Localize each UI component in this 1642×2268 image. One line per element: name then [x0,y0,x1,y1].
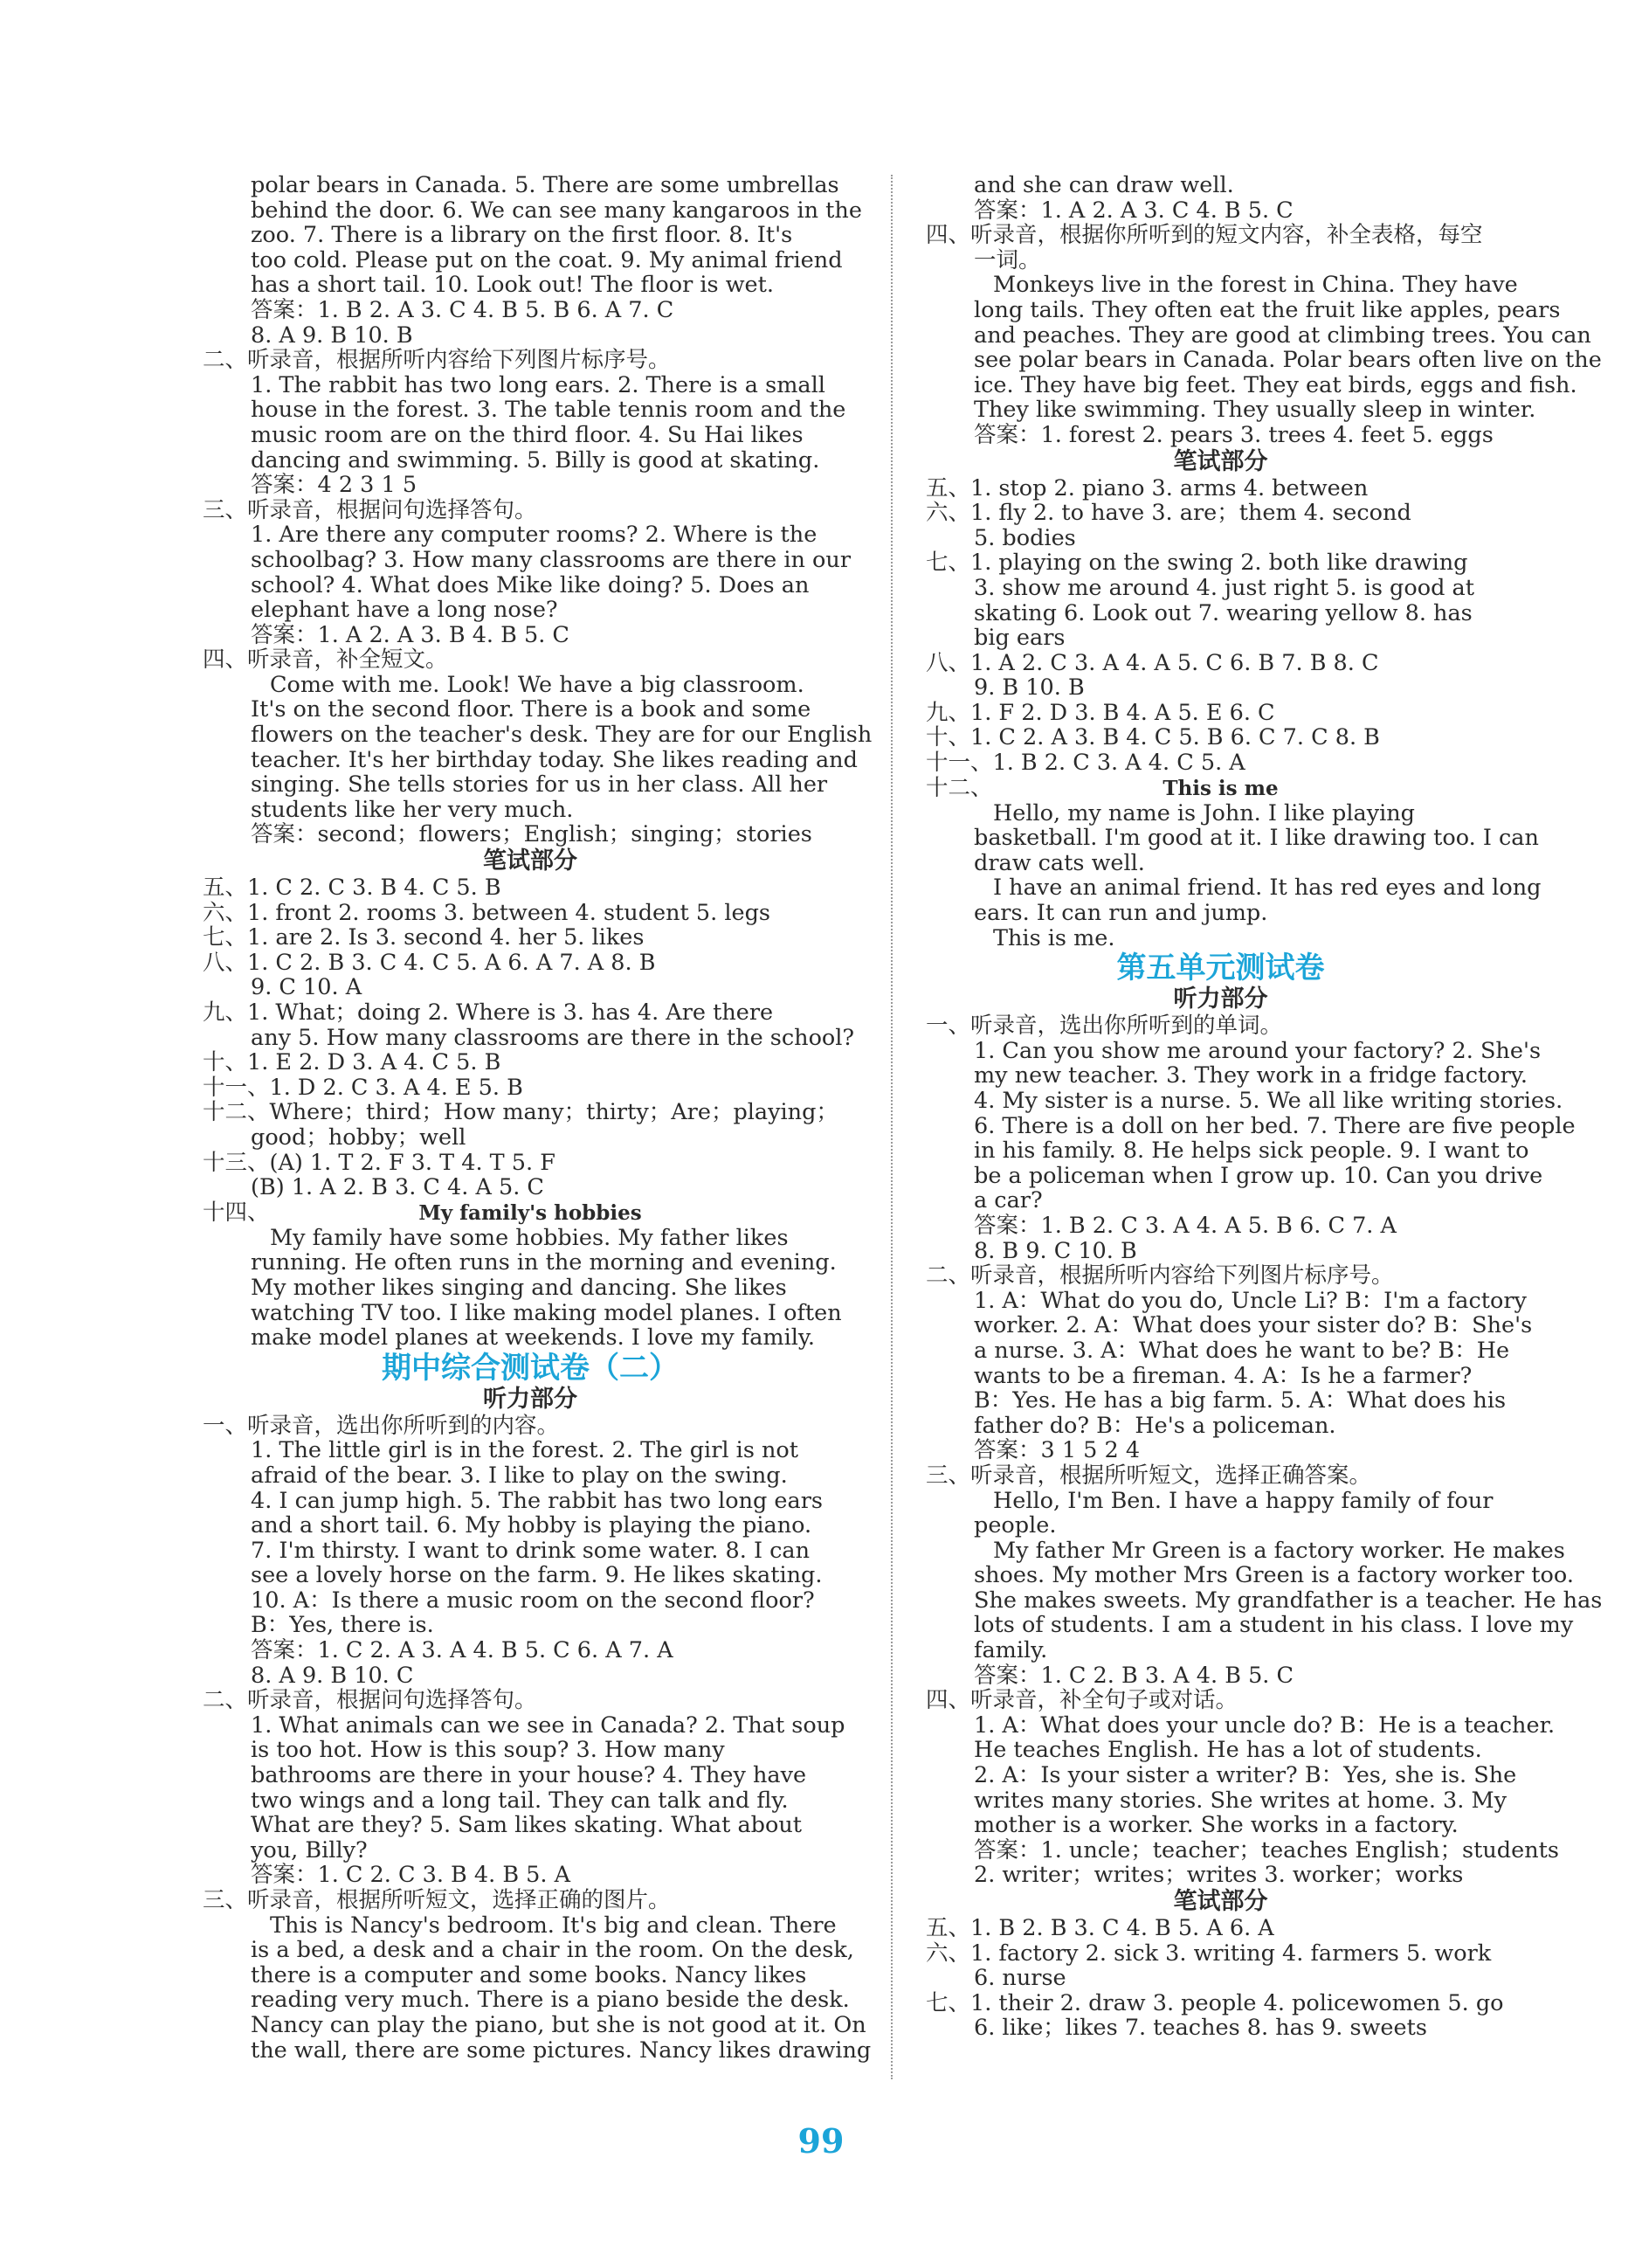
part-heading: 听力部分 [1173,985,1268,1013]
left-column [203,172,873,2064]
text-line: 9. B 10. B [974,674,1085,702]
text-line: 十、1. C 2. A 3. B 4. C 5. B 6. C 7. C 8. B [926,724,1380,751]
text-line: 6. like；likes 7. teaches 8. has 9. sweets [974,2015,1427,2042]
text-line: (B) 1. A 2. B 3. C 4. A 5. C [251,1174,544,1201]
text-line: Hello, my name is John. I like playing [993,799,1416,826]
text-line: I have an animal friend. It has red eyes and long [993,875,1542,902]
text-line: two wings and a long tail. They can talk and fly. [251,1787,789,1814]
essay-heading: 十二、 This is me [926,776,1515,801]
text-line: 5. bodies [974,524,1076,551]
text-line: 答案：1. C 2. B 3. A 4. B 5. C [974,1662,1294,1689]
text-line: schoolbag? 3. How many classrooms are there in our [251,546,852,573]
text-line: 8. A 9. B 10. C [251,1662,414,1689]
text-line: B：Yes, there is. [251,1612,434,1639]
text-line: house in the forest. 3. The table tennis room and the [251,397,846,424]
part-heading: 笔试部分 [483,847,577,875]
text-line: singing. She tells stories for us in her class. All her [251,771,828,799]
text-line: big ears [974,625,1066,652]
text-line: polar bears in Canada. 5. There are some umbrellas [251,172,839,198]
text-line: there is a computer and some books. Nancy likes [251,1961,807,1988]
text-line: 答案：1. B 2. C 3. A 4. A 5. B 6. C 7. A [974,1212,1397,1239]
text-line: bathrooms are there in your house? 4. They have [251,1762,807,1789]
text-line: 3. show me around 4. just right 5. is good at [974,574,1474,601]
text-line: 7. I'm thirsty. I want to drink some water. 8. I can [251,1537,811,1564]
text-line: people. [974,1512,1057,1539]
text-line: 6. nurse [974,1965,1066,1992]
text-line: skating 6. Look out 7. wearing yellow 8. has [974,599,1473,626]
text-line: 七、1. playing on the swing 2. both like drawing [926,550,1468,577]
section-title: 期中综合测试卷（二） [382,1350,679,1386]
text-line: 2. A：Is your sister a writer? B：Yes, she is. She [974,1762,1517,1789]
text-line: It's on the second floor. There is a book and some [251,696,811,723]
text-line: 答案：3 1 5 2 4 [974,1437,1141,1464]
text-line: 五、1. C 2. C 3. B 4. C 5. B [203,875,501,902]
text-line: students like her very much. [251,796,574,823]
text-line: has a short tail. 10. Look out! The floor is wet. [251,272,774,299]
text-line: flowers on the teacher's desk. They are for our English [251,722,873,749]
text-line: 七、1. are 2. Is 3. second 4. her 5. likes [203,924,645,951]
section-title: 第五单元测试卷 [1116,951,1325,986]
text-line: family. [974,1637,1048,1664]
text-line: 1. A：What does your uncle do? B：He is a teacher. [974,1711,1556,1739]
text-line: ice. They have big feet. They eat birds, eggs and fish. [974,371,1577,398]
right-column [926,172,1603,2042]
text-line: What are they? 5. Sam likes skating. What about [251,1812,803,1839]
text-line: elephant have a long nose? [251,597,558,624]
text-line: 答案：1. forest 2. pears 3. trees 4. feet 5. eggs [974,421,1494,448]
text-line: worker. 2. A：What does your sister do? B：She's [974,1312,1533,1339]
text-line: school? 4. What does Mike like doing? 5. Does an [251,571,810,598]
text-line: Come with me. Look! We have a big classroom. [270,671,804,698]
text-line: 答案：1. C 2. A 3. A 4. B 5. C 6. A 7. A [251,1637,673,1664]
text-line: 1. The rabbit has two long ears. 2. There is a small [251,371,825,398]
text-line: music room are on the third floor. 4. Su Hai likes [251,421,804,448]
text-line: 8. A 9. B 10. B [251,322,413,349]
text-line: 十一、1. D 2. C 3. A 4. E 5. B [203,1074,523,1101]
text-line: any 5. How many classrooms are there in the school? [251,1024,855,1051]
text-line: afraid of the bear. 3. I like to play on the swing. [251,1462,788,1489]
essay-title: My family's hobbies [418,1200,642,1225]
text-line: too cold. Please put on the coat. 9. My animal friend [251,246,843,273]
text-line: long tails. They often eat the fruit like apples, pears [974,296,1561,323]
text-line: 答案：1. C 2. C 3. B 4. B 5. A [251,1862,571,1889]
text-line: 10. A：Is there a music room on the second floor? [251,1587,815,1614]
text-line: 六、1. front 2. rooms 3. between 4. student 5. legs [203,899,771,926]
text-line: 五、1. stop 2. piano 3. arms 4. between [926,474,1369,501]
text-line: 六、1. factory 2. sick 3. writing 4. farmers 5. work [926,1940,1492,1967]
part-heading: 笔试部分 [1173,447,1268,475]
text-line: basketball. I'm good at it. I like drawing too. I can [974,825,1539,852]
text-line: writes many stories. She writes at home. 3. My [974,1787,1507,1814]
text-line: 三、听录音，根据所听短文，选择正确答案。 [926,1462,1372,1489]
text-line: 八、1. C 2. B 3. C 4. C 5. A 6. A 7. A 8. B [203,949,656,976]
text-line: 4. I can jump high. 5. The rabbit has two long ears [251,1487,823,1514]
text-line: 答案：second；flowers；English；singing；stories [251,821,812,848]
text-line: This is me. [993,924,1115,951]
text-line: 二、听录音，根据所听内容给下列图片标序号。 [203,347,671,374]
text-line: He teaches English. He has a lot of students. [974,1737,1482,1764]
text-line: 6. There is a doll on her bed. 7. There are five people [974,1112,1576,1139]
text-line: They like swimming. They usually sleep in winter. [974,397,1536,424]
text-line: 答案：1. A 2. A 3. C 4. B 5. C [974,197,1294,224]
text-line: 答案：1. uncle；teacher；teaches English；students [974,1836,1559,1863]
text-line: 三、听录音，根据问句选择答句。 [203,496,537,523]
part-heading: 听力部分 [483,1385,577,1413]
text-line: mother is a worker. She works in a factory. [974,1812,1459,1839]
text-line: 答案：1. A 2. A 3. B 4. B 5. C [251,621,569,648]
text-line: Nancy can play the piano, but she is not good at it. On [251,2011,866,2038]
text-line: 9. C 10. A [251,974,362,1001]
essay-title: This is me [1163,776,1279,800]
text-line: 三、听录音，根据所听短文，选择正确的图片。 [203,1887,671,1913]
page-number: 99 [797,2121,845,2161]
text-line: 答案：4 2 3 1 5 [251,472,417,499]
text-line: 七、1. their 2. draw 3. people 4. policewomen 5. go [926,1989,1504,2016]
text-line: 四、听录音，补全句子或对话。 [926,1687,1238,1714]
text-line: 一、听录音，选出你所听到的内容。 [203,1412,560,1439]
text-line: be a policeman when I grow up. 10. Can you drive [974,1162,1543,1189]
text-line: lots of students. I am a student in his class. I love my [974,1612,1574,1639]
text-line: and peaches. They are good at climbing trees. You can [974,322,1591,349]
text-line: in his family. 8. He helps sick people. 9. I want to [974,1137,1529,1165]
text-line: My father Mr Green is a factory worker. He makes [993,1537,1565,1564]
text-line: 六、1. fly 2. to have 3. are；them 4. second [926,500,1411,527]
text-line: is a bed, a desk and a chair in the room. On the desk, [251,1937,854,1964]
text-line: watching TV too. I like making model planes. I often [251,1299,842,1326]
text-line: zoo. 7. There is a library on the first floor. 8. It's [251,222,793,249]
column-divider [891,175,893,2079]
text-line: 2. writer；writes；writes 3. worker；works [974,1862,1464,1889]
text-line: 四、听录音，根据你所听到的短文内容，补全表格，每空 [926,222,1483,249]
text-line: 1. The little girl is in the forest. 2. The girl is not [251,1437,799,1464]
text-line: ears. It can run and jump. [974,900,1268,927]
text-line: see polar bears in Canada. Polar bears often live on the [974,347,1602,374]
text-line: teacher. It's her birthday today. She likes reading and [251,746,858,773]
text-line: 五、1. B 2. B 3. C 4. B 5. A 6. A [926,1915,1274,1941]
text-line: 十二、Where；third；How many；thirty；Are；playing； [203,1099,838,1126]
text-line: a car? [974,1187,1043,1214]
text-line: Monkeys live in the forest in China. They have [993,272,1518,299]
text-line: 十三、(A) 1. T 2. F 3. T 4. T 5. F [203,1149,555,1176]
text-line: This is Nancy's bedroom. It's big and clean. There [270,1912,837,1939]
text-line: 1. Can you show me around your factory? 2. She's [974,1037,1542,1064]
text-line: 4. My sister is a nurse. 5. We all like writing stories. [974,1088,1563,1114]
text-line: my new teacher. 3. They work in a fridge factory. [974,1062,1528,1089]
text-line: is too hot. How is this soup? 3. How many [251,1737,725,1764]
text-line: running. He often runs in the morning and evening. [251,1249,837,1276]
text-line: 十一、1. B 2. C 3. A 4. C 5. A [926,750,1245,777]
text-line: 1. Are there any computer rooms? 2. Where is the [251,522,818,549]
text-line: wants to be a fireman. 4. A：Is he a farmer? [974,1362,1473,1389]
text-line: Hello, I'm Ben. I have a happy family of four [993,1487,1494,1514]
text-line: see a lovely horse on the farm. 9. He likes skating. [251,1562,823,1589]
text-line: 二、听录音，根据问句选择答句。 [203,1687,537,1714]
text-line: make model planes at weekends. I love my family. [251,1324,816,1352]
text-line: 八、1. A 2. C 3. A 4. A 5. C 6. B 7. B 8. C [926,649,1379,676]
essay-heading: 十四、 My family's hobbies [203,1200,858,1226]
text-line: and a short tail. 6. My hobby is playing the piano. [251,1512,812,1539]
text-line: 二、听录音，根据所听内容给下列图片标序号。 [926,1262,1394,1290]
text-line: 8. B 9. C 10. B [974,1237,1137,1264]
text-line: dancing and swimming. 5. Billy is good at skating. [251,446,820,474]
text-line: the wall, there are some pictures. Nancy likes drawing [251,2036,872,2064]
text-line: you, Billy? [251,1836,368,1863]
text-line: 四、听录音，补全短文。 [203,647,448,674]
part-heading: 笔试部分 [1173,1888,1268,1915]
text-line: 十、1. E 2. D 3. A 4. C 5. B [203,1049,501,1076]
text-line: 1. A：What do you do, Uncle Li? B：I'm a factory [974,1287,1527,1314]
text-line: reading very much. There is a piano beside the desk. [251,1987,850,2014]
text-line: 一词。 [974,246,1041,273]
text-line: behind the door. 6. We can see many kangaroos in the [251,197,862,224]
text-line: 九、1. What；doing 2. Where is 3. has 4. Are there [203,999,774,1026]
text-line: and she can draw well. [974,172,1234,198]
text-line: a nurse. 3. A：What does he want to be? B：He [974,1337,1510,1364]
text-line: 1. What animals can we see in Canada? 2. That soup [251,1711,845,1739]
text-line: good；hobby；well [251,1124,466,1151]
text-line: She makes sweets. My grandfather is a teacher. He has [974,1587,1603,1614]
text-line: draw cats well. [974,849,1145,876]
text-line: 一、听录音，选出你所听到的单词。 [926,1013,1283,1040]
text-line: 九、1. F 2. D 3. B 4. A 5. E 6. C [926,699,1275,726]
text-line: B：Yes. He has a big farm. 5. A：What does his [974,1387,1507,1414]
text-line: My mother likes singing and dancing. She likes [251,1274,787,1301]
text-line: My family have some hobbies. My father likes [270,1224,789,1251]
text-line: shoes. My mother Mrs Green is a factory worker too. [974,1562,1574,1589]
text-line: father do? B：He's a policeman. [974,1412,1336,1439]
text-line: 答案：1. B 2. A 3. C 4. B 5. B 6. A 7. C [251,296,674,323]
